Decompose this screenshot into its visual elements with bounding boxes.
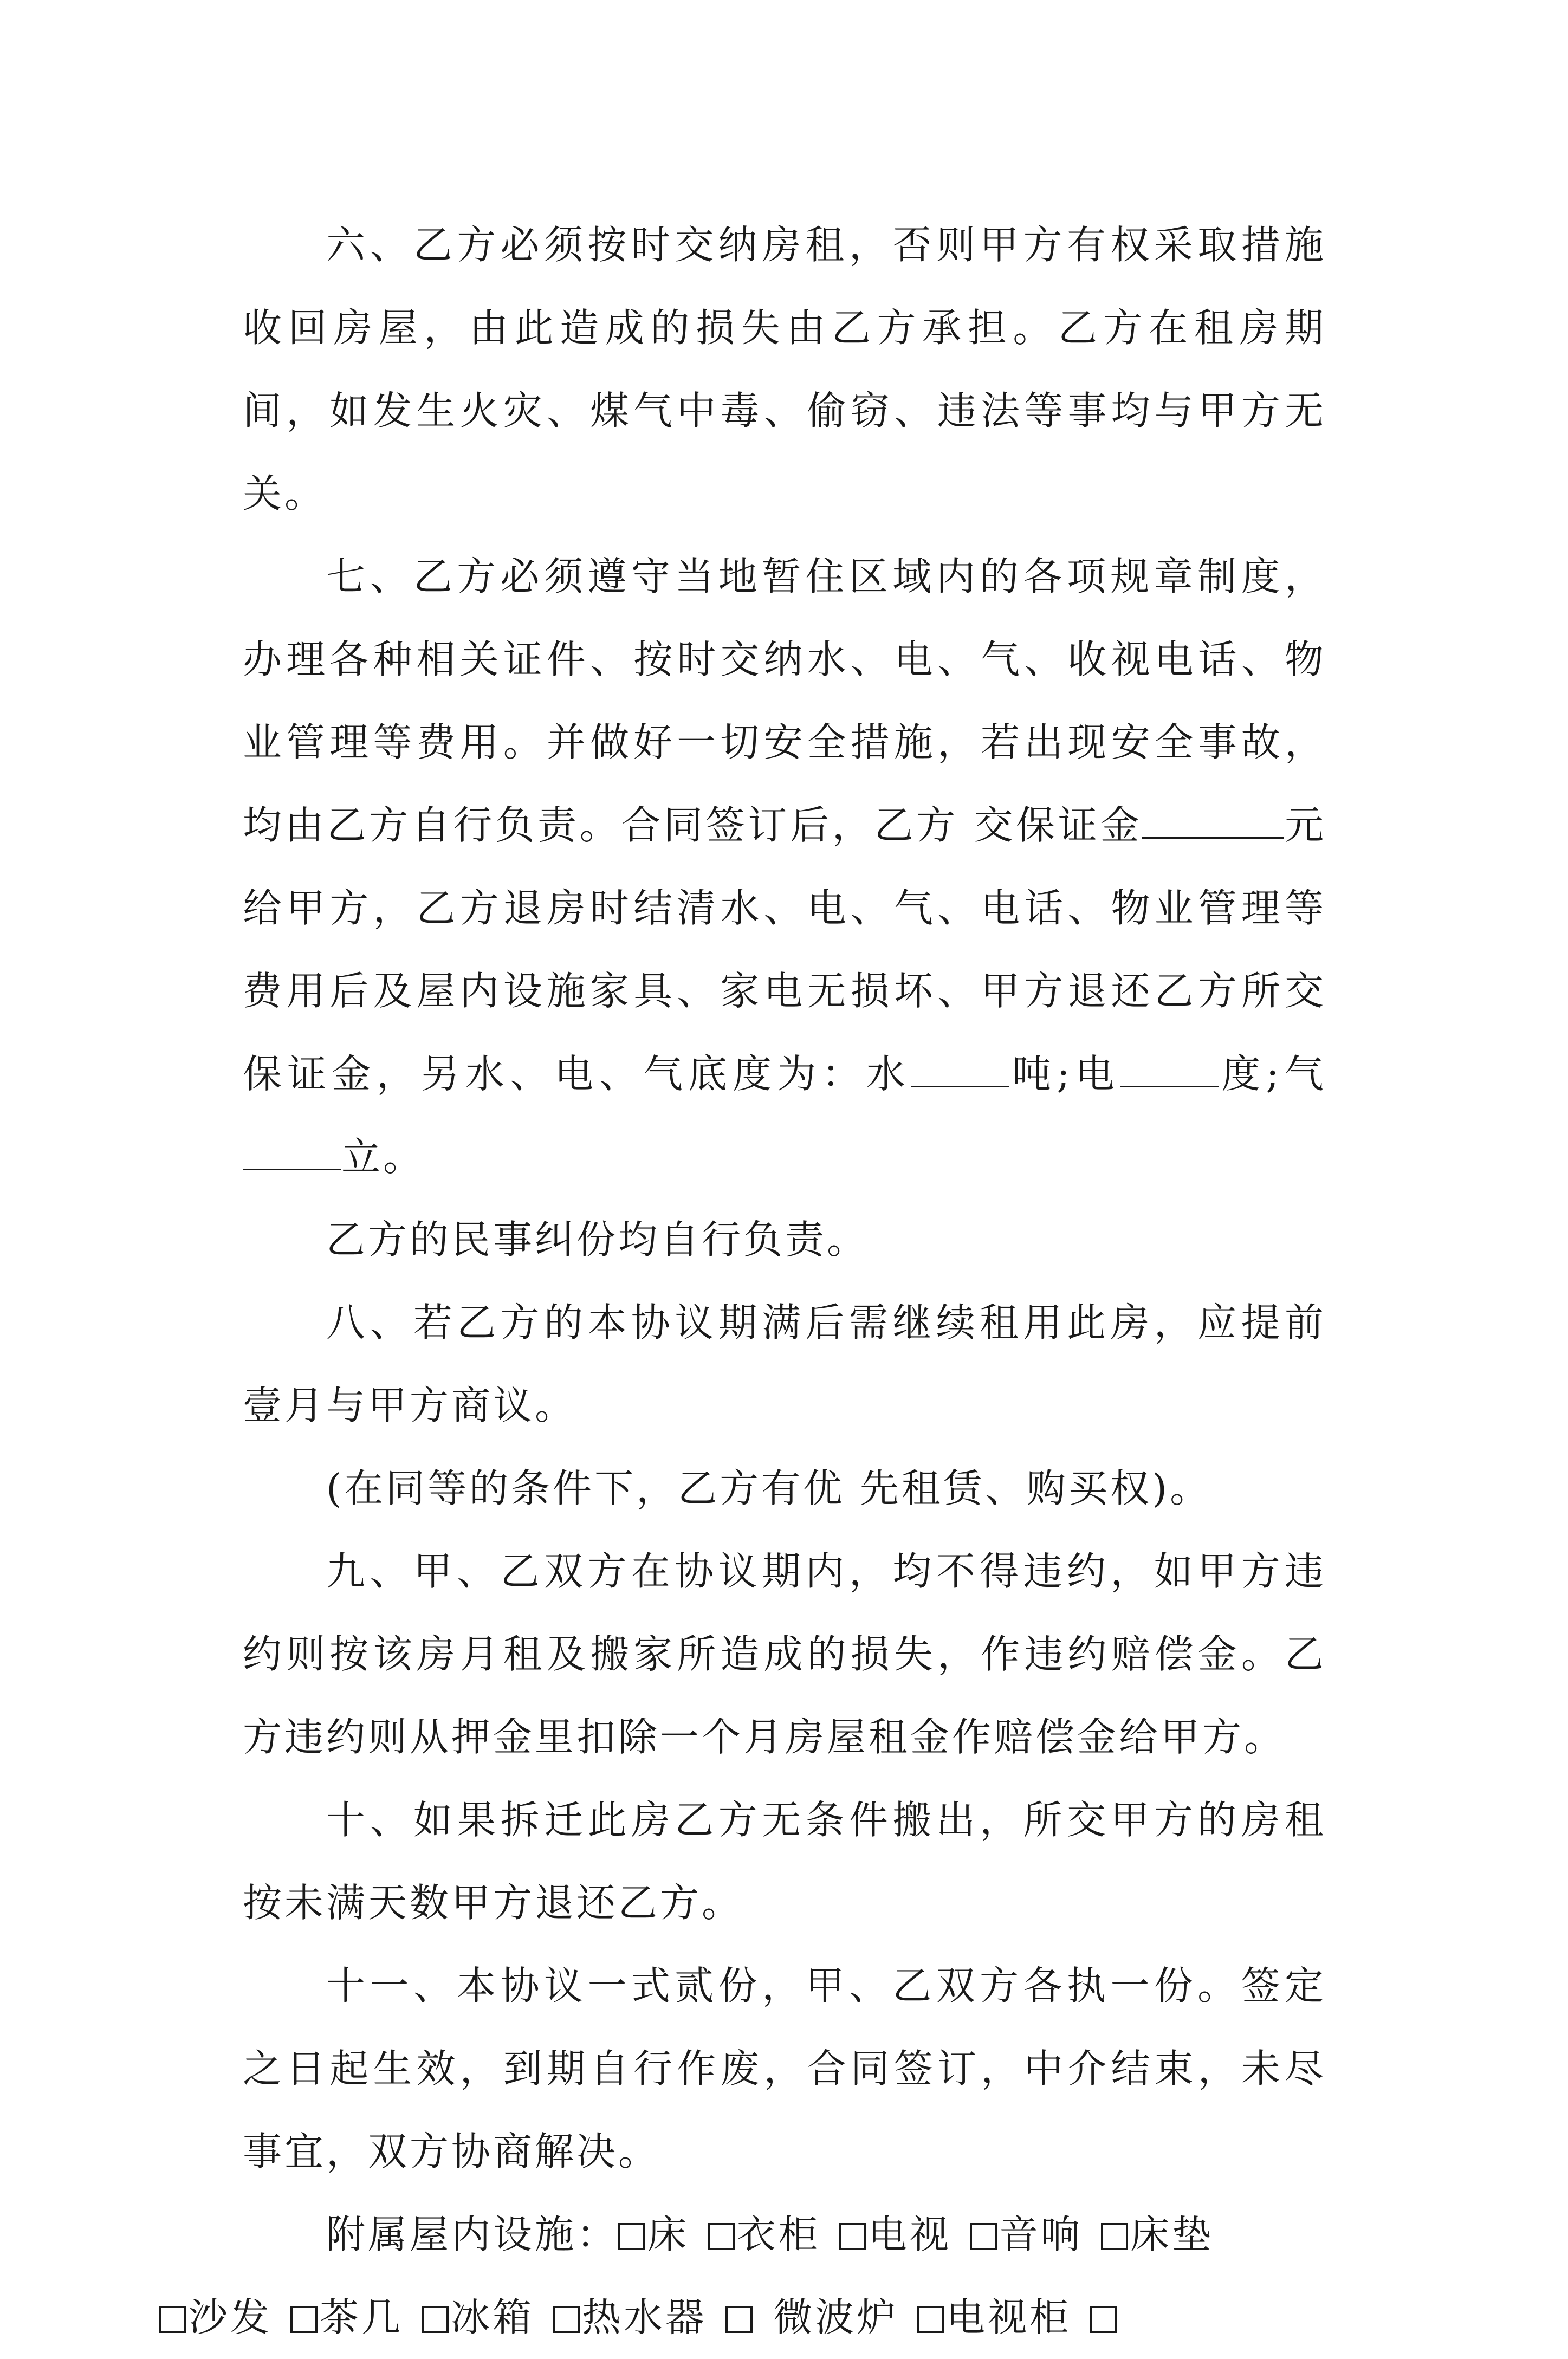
water-reading-blank[interactable] — [911, 1053, 1009, 1087]
gas-reading-blank[interactable] — [243, 1136, 341, 1170]
checkbox-icon[interactable] — [422, 2306, 449, 2333]
clause-10: 十、如果拆迁此房乙方无条件搬出，所交甲方的房租按未满天数甲方退还乙方。 — [243, 1797, 1326, 1926]
facility-item-stereo[interactable]: 音响 — [970, 2212, 1083, 2257]
clause-7-text-b: 元给甲方，乙方退房时结清水、电、气、电话、物业管理等费用后及屋内设施家具、家电无损坏、甲方退还乙方所交保证金，另水、电、气底度为：水 — [243, 802, 1326, 1097]
electric-reading-blank[interactable] — [1120, 1053, 1219, 1087]
clause-8: 八、若乙方的本协议期满后需继续租用此房，应提前壹月与甲方商议。 — [243, 1300, 1326, 1428]
checkbox-icon[interactable] — [1090, 2306, 1117, 2333]
deposit-amount-blank[interactable] — [1142, 805, 1284, 839]
checkbox-icon[interactable] — [290, 2306, 318, 2333]
checkbox-icon[interactable] — [159, 2306, 186, 2333]
clause-7-note: 乙方的民事纠份均自行负责。 — [326, 1217, 869, 1262]
facility-item-microwave[interactable]: 微波炉 — [725, 2295, 898, 2340]
clause-6: 六、乙方必须按时交纳房租，否则甲方有权采取措施收回房屋，由此造成的损失由乙方承担。乙方在租房期间，如发生火灾、煤气中毒、偷窃、违法等事均与甲方无关。 — [243, 222, 1326, 516]
contract-body — [189, 204, 1326, 2359]
clause-11: 十一、本协议一式贰份，甲、乙双方各执一份。签定之日起生效，到期自行作废，合同签订，中介结束，未尽事宜，双方协商解决。 — [243, 1963, 1326, 2174]
clause-8-note: (在同等的条件下，乙方有优 先租赁、购买权)。 — [326, 1466, 1212, 1511]
facility-item-bed[interactable]: 床 — [618, 2212, 689, 2257]
checkbox-icon[interactable] — [725, 2306, 753, 2333]
clause-7 — [243, 535, 1326, 1198]
checkbox-icon[interactable] — [839, 2223, 866, 2250]
facility-item-unlabeled[interactable] — [1090, 2295, 1119, 2340]
facility-item-tea-table[interactable]: 茶几 — [290, 2295, 403, 2340]
checkbox-icon[interactable] — [708, 2223, 735, 2250]
unit-water: 吨;电 — [1009, 1051, 1120, 1097]
facilities-list — [189, 2193, 1326, 2359]
unit-gas: 立。 — [341, 1134, 425, 1180]
facility-item-water-heater[interactable]: 热水器 — [553, 2295, 707, 2340]
facility-item-wardrobe[interactable]: 衣柜 — [708, 2212, 820, 2257]
checkbox-icon[interactable] — [1101, 2223, 1128, 2250]
facility-item-tv[interactable]: 电视 — [839, 2212, 951, 2257]
facility-item-tv-cabinet[interactable]: 电视柜 — [917, 2295, 1071, 2340]
facilities-label: 附属屋内设施： — [326, 2212, 619, 2257]
facility-item-mattress[interactable]: 床垫 — [1101, 2212, 1214, 2257]
clause-7-text-a: 七、乙方必须遵守当地暂住区域内的各项规章制度，办理各种相关证件、按时交纳水、电、气、收视电话、物业管理等费用。并做好一切安全措施，若出现安全事故，均由乙方自行负责。合同签订后，乙方 交保证金 — [243, 554, 1326, 848]
checkbox-icon[interactable] — [618, 2223, 645, 2250]
unit-electric: 度;气 — [1219, 1051, 1326, 1097]
checkbox-icon[interactable] — [917, 2306, 944, 2333]
clause-9: 九、甲、乙双方在协议期内，均不得违约，如甲方违约则按该房月租及搬家所造成的损失，作违约赔偿金。乙方违约则从押金里扣除一个月房屋租金作赔偿金给甲方。 — [243, 1548, 1326, 1760]
facility-item-sofa[interactable]: 沙发 — [159, 2295, 272, 2340]
facility-item-fridge[interactable]: 冰箱 — [422, 2295, 534, 2340]
checkbox-icon[interactable] — [553, 2306, 580, 2333]
checkbox-icon[interactable] — [970, 2223, 997, 2250]
